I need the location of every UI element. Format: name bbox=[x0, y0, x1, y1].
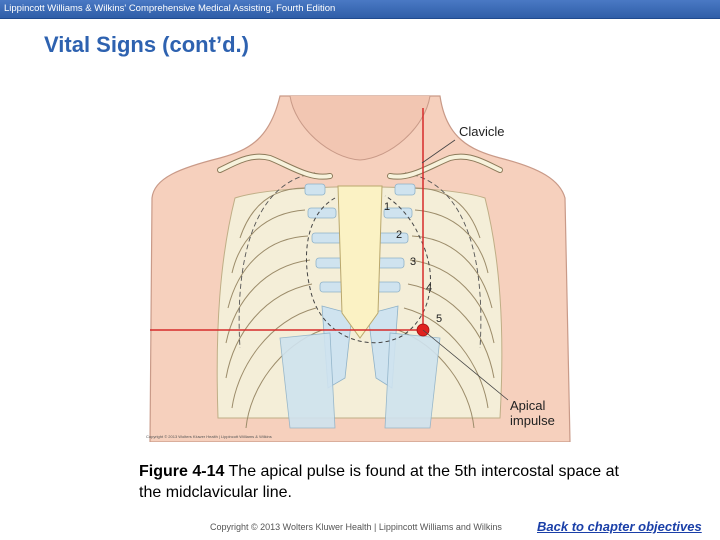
figure-number: Figure 4-14 bbox=[139, 463, 225, 480]
chest-illustration bbox=[140, 88, 580, 442]
footer-copyright: Copyright © 2013 Wolters Kluwer Health | Lippincott Williams and Wilkins bbox=[210, 522, 502, 532]
header-bar bbox=[0, 0, 720, 19]
apical-label-line2: impulse bbox=[510, 413, 555, 428]
caption-text: The apical pulse is found at the 5th intercostal space at the midclavicular line. bbox=[139, 463, 619, 501]
intercostal-number-4: 4 bbox=[426, 282, 433, 294]
apical-label-line1: Apical bbox=[510, 398, 546, 413]
clavicle-label: Clavicle bbox=[459, 124, 505, 139]
intercostal-number-2: 2 bbox=[396, 229, 403, 241]
sternum bbox=[338, 186, 382, 338]
book-title: Lippincott Williams & Wilkins' Comprehensive Medical Assisting, Fourth Edition bbox=[4, 3, 336, 14]
intercostal-number-3: 3 bbox=[410, 256, 417, 268]
image-copyright: Copyright © 2013 Wolters Kluwer Health | Lippincott Williams & Wilkins bbox=[146, 434, 272, 439]
intercostal-number-5: 5 bbox=[436, 313, 443, 325]
figure-caption bbox=[139, 461, 619, 503]
chest-figure bbox=[140, 88, 580, 442]
back-to-objectives-link[interactable]: Back to chapter objectives bbox=[537, 519, 702, 534]
intercostal-number-1: 1 bbox=[384, 201, 391, 213]
slide-title: Vital Signs (cont’d.) bbox=[44, 32, 249, 57]
